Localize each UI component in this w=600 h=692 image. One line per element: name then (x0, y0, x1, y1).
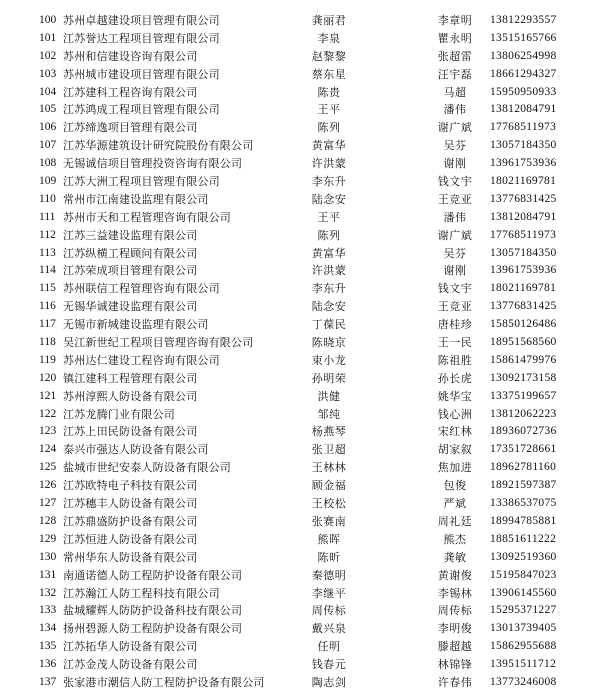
table-row (0, 298, 600, 316)
company-name: 江苏三益建设监理有限公司 (63, 228, 198, 242)
row-number: 137 (39, 675, 57, 688)
company-name: 无锡诚信项目管理投资咨询有限公司 (63, 157, 243, 171)
row-number: 134 (39, 622, 57, 635)
row-number: 102 (39, 49, 57, 62)
contact-person: 陈贵 (317, 85, 341, 99)
company-name: 盐城市世纪安泰人防设备有限公司 (63, 461, 231, 475)
table-row (0, 30, 600, 48)
phone-number: 18021169781 (490, 175, 557, 188)
row-number: 115 (39, 282, 56, 295)
company-name: 泰兴市强达人防设备有限公司 (63, 443, 209, 457)
table-row (0, 423, 600, 441)
contact-person: 孙明荣 (311, 371, 347, 385)
table-row (0, 191, 600, 209)
phone-number: 13515165766 (490, 31, 557, 44)
table-row (0, 227, 600, 245)
row-number: 108 (39, 157, 57, 170)
row-number: 135 (39, 640, 57, 653)
company-name: 江苏缔逸项目管理有限公司 (63, 121, 198, 135)
phone-number: 13812062223 (490, 407, 557, 420)
contact-person: 陈列 (317, 121, 341, 135)
table-row (0, 477, 600, 495)
row-number: 104 (39, 85, 57, 98)
row-number: 111 (39, 210, 56, 223)
table-row (0, 316, 600, 334)
company-name: 苏州卓越建设项目管理有限公司 (63, 14, 220, 27)
table-row (0, 567, 600, 585)
company-list-table (0, 12, 600, 692)
phone-number: 13961753936 (490, 157, 557, 170)
contact-person: 钱春元 (311, 658, 347, 672)
phone-number: 18962781160 (490, 461, 557, 474)
phone-number: 18661294327 (490, 67, 557, 80)
contact-person: 周传标 (311, 604, 347, 618)
phone-number: 13961753936 (490, 264, 557, 277)
table-row (0, 155, 600, 173)
phone-number: 17351728661 (490, 443, 557, 456)
table-row (0, 459, 600, 477)
phone-number: 13906145560 (490, 586, 557, 599)
table-row (0, 495, 600, 513)
contact-person: 洪健 (317, 389, 341, 403)
contact-person: 黄富华 (311, 139, 347, 153)
row-number: 117 (39, 318, 56, 331)
row-number: 112 (39, 228, 56, 241)
manager-name: 潘伟 (443, 103, 467, 117)
company-name: 江苏金茂人防设备有限公司 (63, 658, 198, 672)
table-row (0, 173, 600, 191)
company-name: 江苏拓华人防设备有限公司 (63, 640, 198, 654)
manager-name: 许春伟 (437, 675, 473, 689)
phone-number: 13773246008 (490, 675, 557, 688)
table-row (0, 119, 600, 137)
company-name: 张家港市潮信人防工程防护设备有限公司 (63, 675, 265, 689)
manager-name: 谢广斌 (437, 121, 473, 135)
phone-number: 15195847023 (490, 568, 557, 581)
company-name: 江苏穗丰人防设备有限公司 (63, 497, 198, 511)
company-name: 江苏华源建筑设计研究院股份有限公司 (63, 139, 254, 153)
contact-person: 王平 (317, 103, 341, 117)
phone-number: 13057184350 (490, 246, 557, 259)
company-name: 镇江建科工程管理有限公司 (63, 371, 198, 385)
contact-person: 张卫超 (311, 443, 347, 457)
manager-name: 包俊 (443, 479, 467, 493)
row-number: 124 (39, 443, 57, 456)
table-row (0, 602, 600, 620)
table-row (0, 549, 600, 567)
row-number: 120 (39, 371, 57, 384)
table-row (0, 674, 600, 692)
contact-person: 许洪蒙 (311, 157, 347, 171)
manager-name: 王竞亚 (437, 300, 473, 314)
manager-name: 李明俊 (437, 622, 473, 636)
phone-number: 15861479976 (490, 353, 557, 366)
contact-person: 张赛南 (311, 514, 347, 528)
manager-name: 黄谢俊 (437, 568, 473, 582)
manager-name: 钱心洲 (437, 407, 473, 421)
contact-person: 黄富华 (311, 246, 347, 260)
row-number: 121 (39, 389, 57, 402)
contact-person: 秦德明 (311, 568, 347, 582)
company-name: 江苏瀚江人防工程科技有限公司 (63, 586, 220, 600)
row-number: 130 (39, 550, 57, 563)
contact-person: 陆念安 (311, 192, 347, 206)
company-name: 无锡华诚建设监理有限公司 (63, 300, 198, 314)
row-number: 129 (39, 532, 57, 545)
contact-person: 李继平 (311, 586, 347, 600)
row-number: 110 (39, 192, 56, 205)
table-row (0, 209, 600, 227)
table-row (0, 441, 600, 459)
company-name: 江苏上田民防设备有限公司 (63, 425, 198, 439)
company-name: 江苏鼎盛防护设备有限公司 (63, 514, 198, 528)
row-number: 119 (39, 353, 56, 366)
phone-number: 13812084791 (490, 210, 557, 223)
contact-person: 许洪蒙 (311, 264, 347, 278)
row-number: 133 (39, 604, 57, 617)
company-name: 江苏纵横工程顾问有限公司 (63, 246, 198, 260)
manager-name: 焦加进 (437, 461, 473, 475)
phone-number: 13951511712 (490, 658, 557, 671)
phone-number: 18994785881 (490, 514, 557, 527)
row-number: 106 (39, 121, 57, 134)
phone-number: 15295371227 (490, 604, 557, 617)
manager-name: 陈祖胜 (437, 353, 473, 367)
row-number: 128 (39, 514, 57, 527)
row-number: 103 (39, 67, 57, 80)
table-row (0, 352, 600, 370)
table-row (0, 84, 600, 102)
table-row (0, 585, 600, 603)
phone-number: 15950950933 (490, 85, 557, 98)
table-row (0, 656, 600, 674)
phone-number: 15862955688 (490, 640, 557, 653)
table-row (0, 245, 600, 263)
manager-name: 王一民 (437, 336, 473, 350)
company-name: 无锡市新城建设监理有限公司 (63, 318, 209, 332)
table-row (0, 262, 600, 280)
manager-name: 王竞亚 (437, 192, 473, 206)
contact-person: 陈昕 (317, 550, 341, 564)
manager-name: 滕超越 (437, 640, 473, 654)
contact-person: 李东升 (311, 175, 347, 189)
phone-number: 13092519360 (490, 550, 557, 563)
company-name: 常州华东人防设备有限公司 (63, 550, 198, 564)
row-number: 126 (39, 479, 57, 492)
phone-number: 17768511973 (490, 228, 557, 241)
company-name: 苏州城市建设项目管理有限公司 (63, 67, 220, 81)
phone-number: 18951568560 (490, 336, 557, 349)
row-number: 125 (39, 461, 57, 474)
phone-number: 18936072736 (490, 425, 557, 438)
table-row (0, 12, 600, 30)
table-row (0, 280, 600, 298)
contact-person: 赵黎黎 (311, 49, 347, 63)
contact-person: 王林林 (311, 461, 347, 475)
manager-name: 龚敏 (443, 550, 467, 564)
phone-number: 13812084791 (490, 103, 557, 116)
table-row (0, 66, 600, 84)
row-number: 113 (39, 246, 56, 259)
contact-person: 陶志剑 (311, 675, 347, 689)
row-number: 118 (39, 336, 56, 349)
phone-number: 17768511973 (490, 121, 557, 134)
phone-number: 13386537075 (490, 497, 557, 510)
manager-name: 李章明 (437, 14, 473, 27)
contact-person: 束小龙 (311, 353, 347, 367)
row-number: 100 (39, 14, 57, 26)
contact-person: 杨燕琴 (311, 425, 347, 439)
manager-name: 汪宇磊 (437, 67, 473, 81)
contact-person: 王校松 (311, 497, 347, 511)
phone-number: 13812293557 (490, 14, 557, 26)
manager-name: 张超雷 (437, 49, 473, 63)
phone-number: 18921597387 (490, 479, 557, 492)
company-name: 江苏大洲工程项目管理有限公司 (63, 175, 220, 189)
contact-person: 蔡东星 (311, 67, 347, 81)
company-name: 常州市江南建设监理有限公司 (63, 192, 209, 206)
manager-name: 熊杰 (443, 532, 467, 546)
phone-number: 13776831425 (490, 300, 557, 313)
row-number: 127 (39, 497, 57, 510)
table-row (0, 370, 600, 388)
table-row (0, 334, 600, 352)
manager-name: 吴芬 (443, 246, 467, 260)
manager-name: 宋红林 (437, 425, 473, 439)
table-row (0, 531, 600, 549)
phone-number: 13057184350 (490, 139, 557, 152)
phone-number: 18851611222 (490, 532, 557, 545)
company-name: 苏州淳熙人防设备有限公司 (63, 389, 198, 403)
phone-number: 13776831425 (490, 192, 557, 205)
manager-name: 严斌 (443, 497, 467, 511)
manager-name: 林锦锋 (437, 658, 473, 672)
phone-number: 15850126486 (490, 318, 557, 331)
contact-person: 顾金福 (311, 479, 347, 493)
contact-person: 李泉 (317, 31, 341, 45)
company-name: 苏州联信工程管理咨询有限公司 (63, 282, 220, 296)
manager-name: 马超 (443, 85, 467, 99)
row-number: 116 (39, 300, 56, 313)
manager-name: 瞿永明 (437, 31, 473, 45)
manager-name: 谢刚 (443, 157, 467, 171)
row-number: 123 (39, 425, 57, 438)
company-name: 江苏龙腾门业有限公司 (63, 407, 175, 421)
contact-person: 李东升 (311, 282, 347, 296)
contact-person: 陆念安 (311, 300, 347, 314)
company-name: 江苏鸿成工程项目管理有限公司 (63, 103, 220, 117)
phone-number: 13013739405 (490, 622, 557, 635)
phone-number: 13806254998 (490, 49, 557, 62)
table-row (0, 137, 600, 155)
row-number: 122 (39, 407, 57, 420)
company-name: 江苏誉达工程项目管理有限公司 (63, 31, 220, 45)
row-number: 132 (39, 586, 57, 599)
company-name: 扬州碧源人防工程防护设备有限公司 (63, 622, 243, 636)
table-row (0, 388, 600, 406)
company-name: 苏州市天和工程管理咨询有限公司 (63, 210, 231, 224)
table-row (0, 513, 600, 531)
company-name: 江苏欧特电子科技有限公司 (63, 479, 198, 493)
table-row (0, 620, 600, 638)
row-number: 109 (39, 175, 57, 188)
table-row (0, 638, 600, 656)
company-name: 南通诺德人防工程防护设备有限公司 (63, 568, 243, 582)
company-name: 盐城耀辉人防防护设备科技有限公司 (63, 604, 243, 618)
contact-person: 陈列 (317, 228, 341, 242)
phone-number: 13092173158 (490, 371, 557, 384)
manager-name: 吴芬 (443, 139, 467, 153)
company-name: 苏州和信建设咨询有限公司 (63, 49, 198, 63)
manager-name: 唐桂珍 (437, 318, 473, 332)
manager-name: 潘伟 (443, 210, 467, 224)
row-number: 105 (39, 103, 57, 116)
contact-person: 邹纯 (317, 407, 341, 421)
table-row (0, 406, 600, 424)
manager-name: 谢广斌 (437, 228, 473, 242)
manager-name: 钱文宇 (437, 282, 473, 296)
contact-person: 龚丽君 (311, 14, 347, 27)
contact-person: 陈晓京 (311, 336, 347, 350)
manager-name: 钱文宇 (437, 175, 473, 189)
manager-name: 姚华宝 (437, 389, 473, 403)
manager-name: 李锡林 (437, 586, 473, 600)
manager-name: 周礼廷 (437, 514, 473, 528)
contact-person: 熊晖 (317, 532, 341, 546)
phone-number: 18021169781 (490, 282, 557, 295)
manager-name: 周传标 (437, 604, 473, 618)
company-name: 苏州达仁建设工程咨询有限公司 (63, 353, 220, 367)
phone-number: 13375199657 (490, 389, 557, 402)
contact-person: 任明 (317, 640, 341, 654)
row-number: 107 (39, 139, 57, 152)
row-number: 114 (39, 264, 56, 277)
company-name: 吴江新世纪工程项目管理咨询有限公司 (63, 336, 254, 350)
manager-name: 孙长虎 (437, 371, 473, 385)
contact-person: 丁葆民 (311, 318, 347, 332)
company-name: 江苏荣成项目管理有限公司 (63, 264, 198, 278)
row-number: 136 (39, 658, 57, 671)
contact-person: 戴兴泉 (311, 622, 347, 636)
company-name: 江苏建科工程咨询有限公司 (63, 85, 198, 99)
table-row (0, 48, 600, 66)
manager-name: 谢刚 (443, 264, 467, 278)
manager-name: 胡家叙 (437, 443, 473, 457)
row-number: 131 (39, 568, 57, 581)
company-name: 江苏恒进人防设备有限公司 (63, 532, 198, 546)
row-number: 101 (39, 31, 57, 44)
table-row (0, 101, 600, 119)
contact-person: 王平 (317, 210, 341, 224)
